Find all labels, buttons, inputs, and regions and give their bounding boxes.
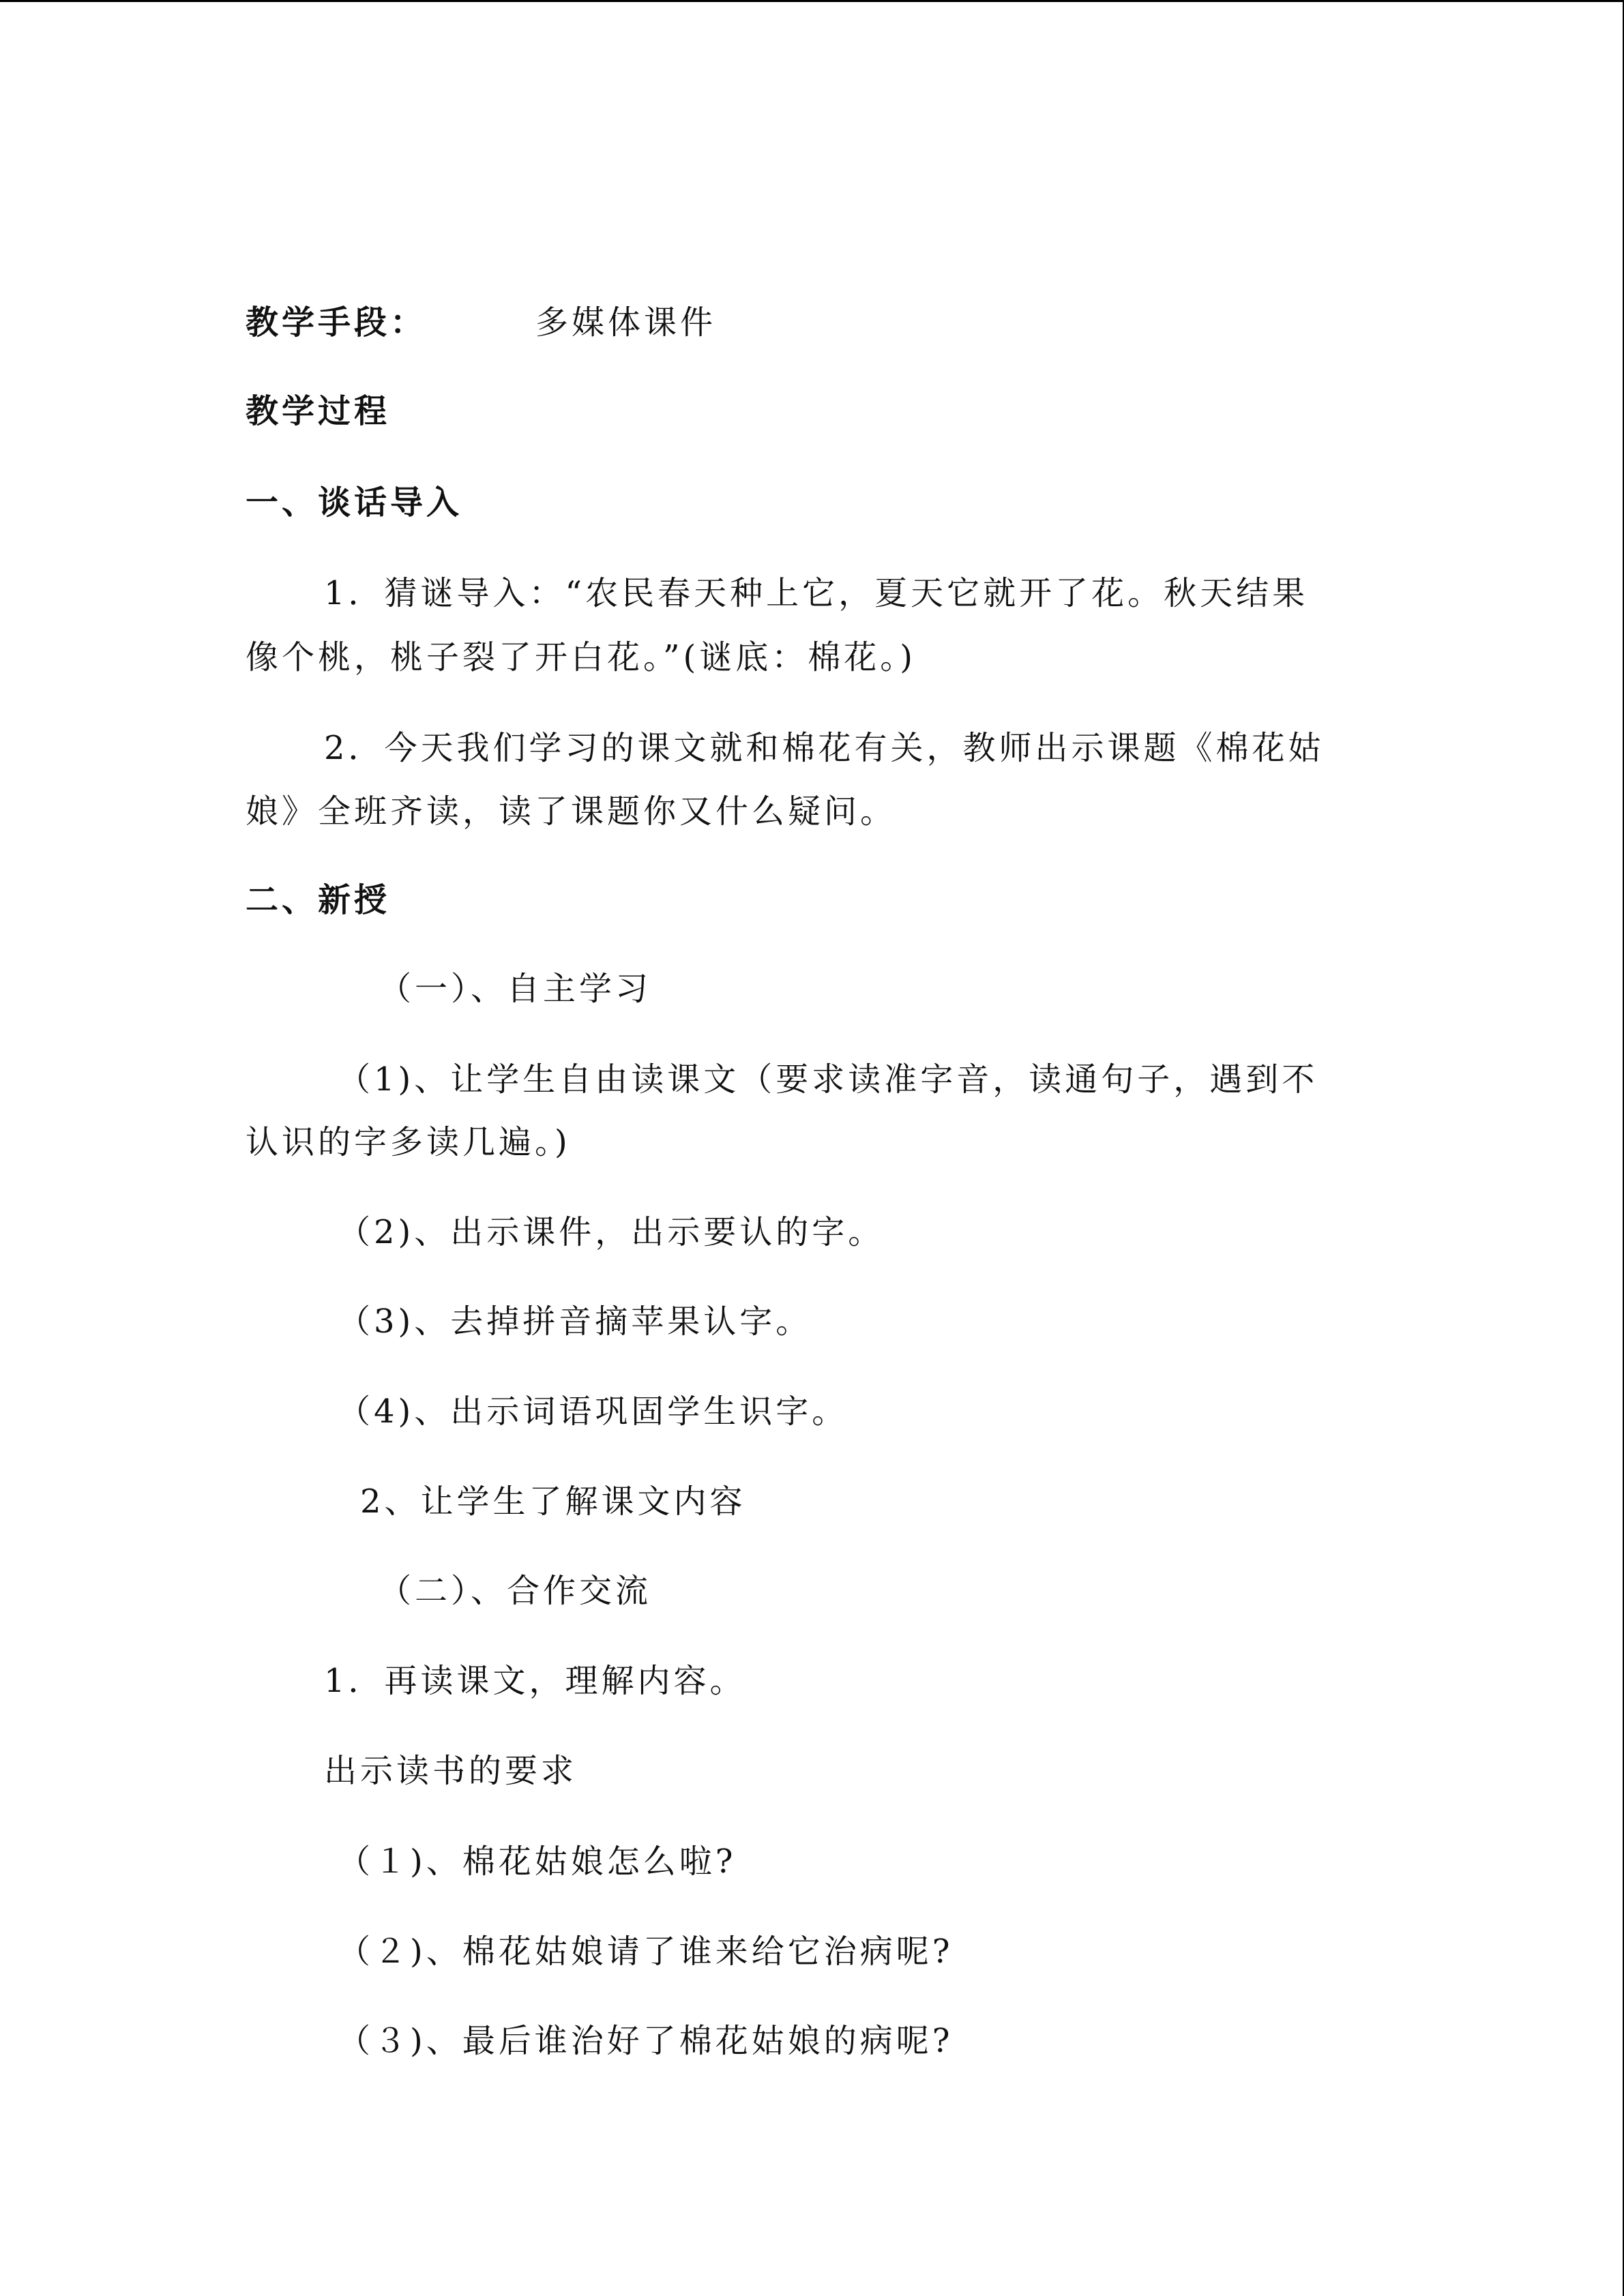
s1-paragraph2-line1: 2．今天我们学习的课文就和棉花有关，教师出示课题《棉花姑 xyxy=(324,729,1325,767)
item2: （2)、出示课件，出示要认的字。 xyxy=(338,1213,885,1251)
coop-item1: 1．再读课文，理解内容。 xyxy=(324,1662,746,1700)
item-understand-text: 2、让学生了解课文内容 xyxy=(360,1482,746,1521)
subsection1-title: （一）、自主学习 xyxy=(379,970,652,1008)
section2-title: 二、新授 xyxy=(246,881,391,919)
section1-title: 一、谈话导入 xyxy=(246,483,463,522)
question1: （１)、棉花姑娘怎么啦? xyxy=(338,1843,737,1881)
question2: （２)、棉花姑娘请了谁来给它治病呢? xyxy=(338,1933,954,1971)
s1-paragraph1-line2: 像个桃，桃子裂了开白花。”(谜底：棉花。) xyxy=(246,638,916,676)
reading-requirements: 出示读书的要求 xyxy=(324,1752,578,1790)
item1-line1: （1)、让学生自由读课文（要求读准字音，读通句子，遇到不 xyxy=(338,1060,1318,1099)
question3: （３)、最后谁治好了棉花姑娘的病呢? xyxy=(338,2022,954,2060)
means-label: 教学手段： xyxy=(246,303,427,342)
item3: （3)、去掉拼音摘苹果认字。 xyxy=(338,1302,812,1341)
subsection2-title: （二）、合作交流 xyxy=(379,1572,652,1610)
item1-line2: 认识的字多读几遍。) xyxy=(246,1123,571,1161)
s1-paragraph2-line2: 娘》全班齐读，读了课题你又什么疑问。 xyxy=(246,792,897,831)
s1-paragraph1-line1: 1．猜谜导入：“农民春天种上它，夏天它就开了花。秋天结果 xyxy=(324,574,1309,612)
item4: （4)、出示词语巩固学生识字。 xyxy=(338,1392,848,1431)
process-title: 教学过程 xyxy=(246,392,391,430)
top-border xyxy=(0,0,1624,2)
means-value: 多媒体课件 xyxy=(535,303,717,342)
